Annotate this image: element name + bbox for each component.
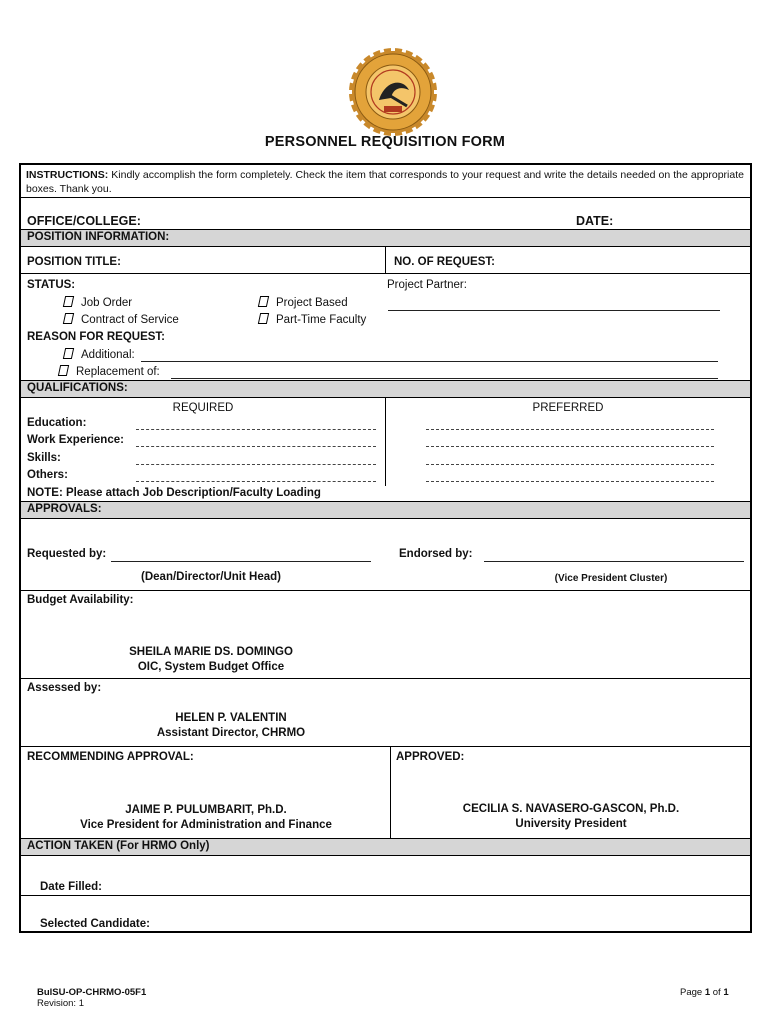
budget-signatory-name: SHEILA MARIE DS. DOMINGO [129, 646, 293, 658]
position-title-label: POSITION TITLE: [27, 256, 121, 268]
work-experience-label: Work Experience: [27, 434, 124, 446]
project-partner-line [388, 310, 720, 311]
date-label: DATE: [576, 214, 614, 228]
endorsed-by-label: Endorsed by: [399, 548, 473, 560]
requested-by-subtitle: (Dean/Director/Unit Head) [141, 571, 281, 583]
assessed-by-label: Assessed by: [27, 682, 102, 694]
requested-by-label: Requested by: [27, 548, 107, 560]
approved-signatory-title: University President [515, 818, 627, 830]
assessed-signatory-name: HELEN P. VALENTIN [175, 712, 287, 724]
checkbox-icon[interactable] [63, 348, 74, 359]
selected-candidate-row [21, 896, 750, 931]
requested-endorsed-row [21, 519, 750, 591]
status-label: STATUS: [27, 279, 76, 291]
position-title-row [21, 247, 750, 274]
instructions-text: Kindly accomplish the form completely. Check the item that corresponds to your request and write the details needed on the appropriate boxes. Thank you. [26, 169, 744, 195]
requisition-form [19, 163, 752, 933]
checkbox-icon[interactable] [63, 296, 74, 307]
skills-label: Skills: [27, 452, 61, 464]
reason-for-request-label: REASON FOR REQUEST: [27, 331, 166, 343]
status-project-based[interactable]: Project Based [259, 296, 348, 309]
checkbox-icon[interactable] [58, 365, 69, 376]
selected-candidate-label: Selected Candidate: [40, 918, 150, 930]
date-filled-label: Date Filled: [40, 881, 102, 893]
requested-by-line [111, 561, 371, 562]
recommending-approval-label: RECOMMENDING APPROVAL: [27, 751, 194, 763]
endorsed-by-subtitle: (Vice President Cluster) [554, 573, 668, 584]
required-header: REQUIRED [172, 402, 234, 414]
date-filled-row [21, 856, 750, 896]
checkbox-icon[interactable] [258, 296, 269, 307]
status-contract-of-service[interactable]: Contract of Service [64, 313, 179, 326]
revision-label: Revision: 1 [37, 998, 84, 1009]
project-partner-label: Project Partner: [387, 279, 467, 291]
checkbox-icon[interactable] [258, 313, 269, 324]
no-of-request-label: NO. OF REQUEST: [394, 256, 495, 268]
additional-line [141, 361, 718, 362]
form-title: PERSONNEL REQUISITION FORM [264, 134, 506, 150]
others-label: Others: [27, 469, 68, 481]
education-label: Education: [27, 417, 87, 429]
budget-availability-label: Budget Availability: [27, 594, 134, 606]
endorsed-by-line [484, 561, 744, 562]
preferred-header: PREFERRED [532, 402, 604, 414]
approvals-header: APPROVALS: [21, 502, 750, 519]
position-information-header: POSITION INFORMATION: [21, 230, 750, 247]
form-code: BulSU-OP-CHRMO-05F1 [37, 987, 147, 998]
budget-availability-section [21, 591, 750, 679]
action-taken-header: ACTION TAKEN (For HRMO Only) [21, 839, 750, 856]
checkbox-icon[interactable] [63, 313, 74, 324]
assessed-signatory-title: Assistant Director, CHRMO [156, 727, 306, 739]
status-reason-section [21, 274, 750, 381]
recommending-signatory-name: JAIME P. PULUMBARIT, Ph.D. [125, 804, 287, 816]
status-part-time-faculty[interactable]: Part-Time Faculty [259, 313, 366, 326]
page-indicator: Page 1 of 1 [680, 987, 729, 998]
recommending-signatory-title: Vice President for Administration and Finance [80, 819, 332, 831]
instructions-row [21, 165, 750, 198]
office-college-label: OFFICE/COLLEGE: [27, 214, 141, 228]
qualifications-header: QUALIFICATIONS: [21, 381, 750, 398]
qualifications-section [21, 398, 750, 502]
reason-replacement[interactable]: Replacement of: [59, 365, 160, 378]
replacement-line [171, 378, 718, 379]
office-date-row [21, 198, 750, 230]
status-job-order[interactable]: Job Order [64, 296, 132, 309]
recommending-approved-row [21, 747, 750, 839]
university-seal-logo [347, 46, 439, 138]
assessed-by-section [21, 679, 750, 747]
reason-additional[interactable]: Additional: [64, 348, 135, 361]
qualifications-note: NOTE: Please attach Job Description/Faculty Loading [27, 487, 321, 499]
instructions-label: INSTRUCTIONS: [26, 169, 109, 181]
approved-label: APPROVED: [396, 751, 465, 763]
budget-signatory-title: OIC, System Budget Office [137, 661, 285, 673]
approved-signatory-name: CECILIA S. NAVASERO-GASCON, Ph.D. [462, 803, 680, 815]
instructions [26, 169, 744, 196]
